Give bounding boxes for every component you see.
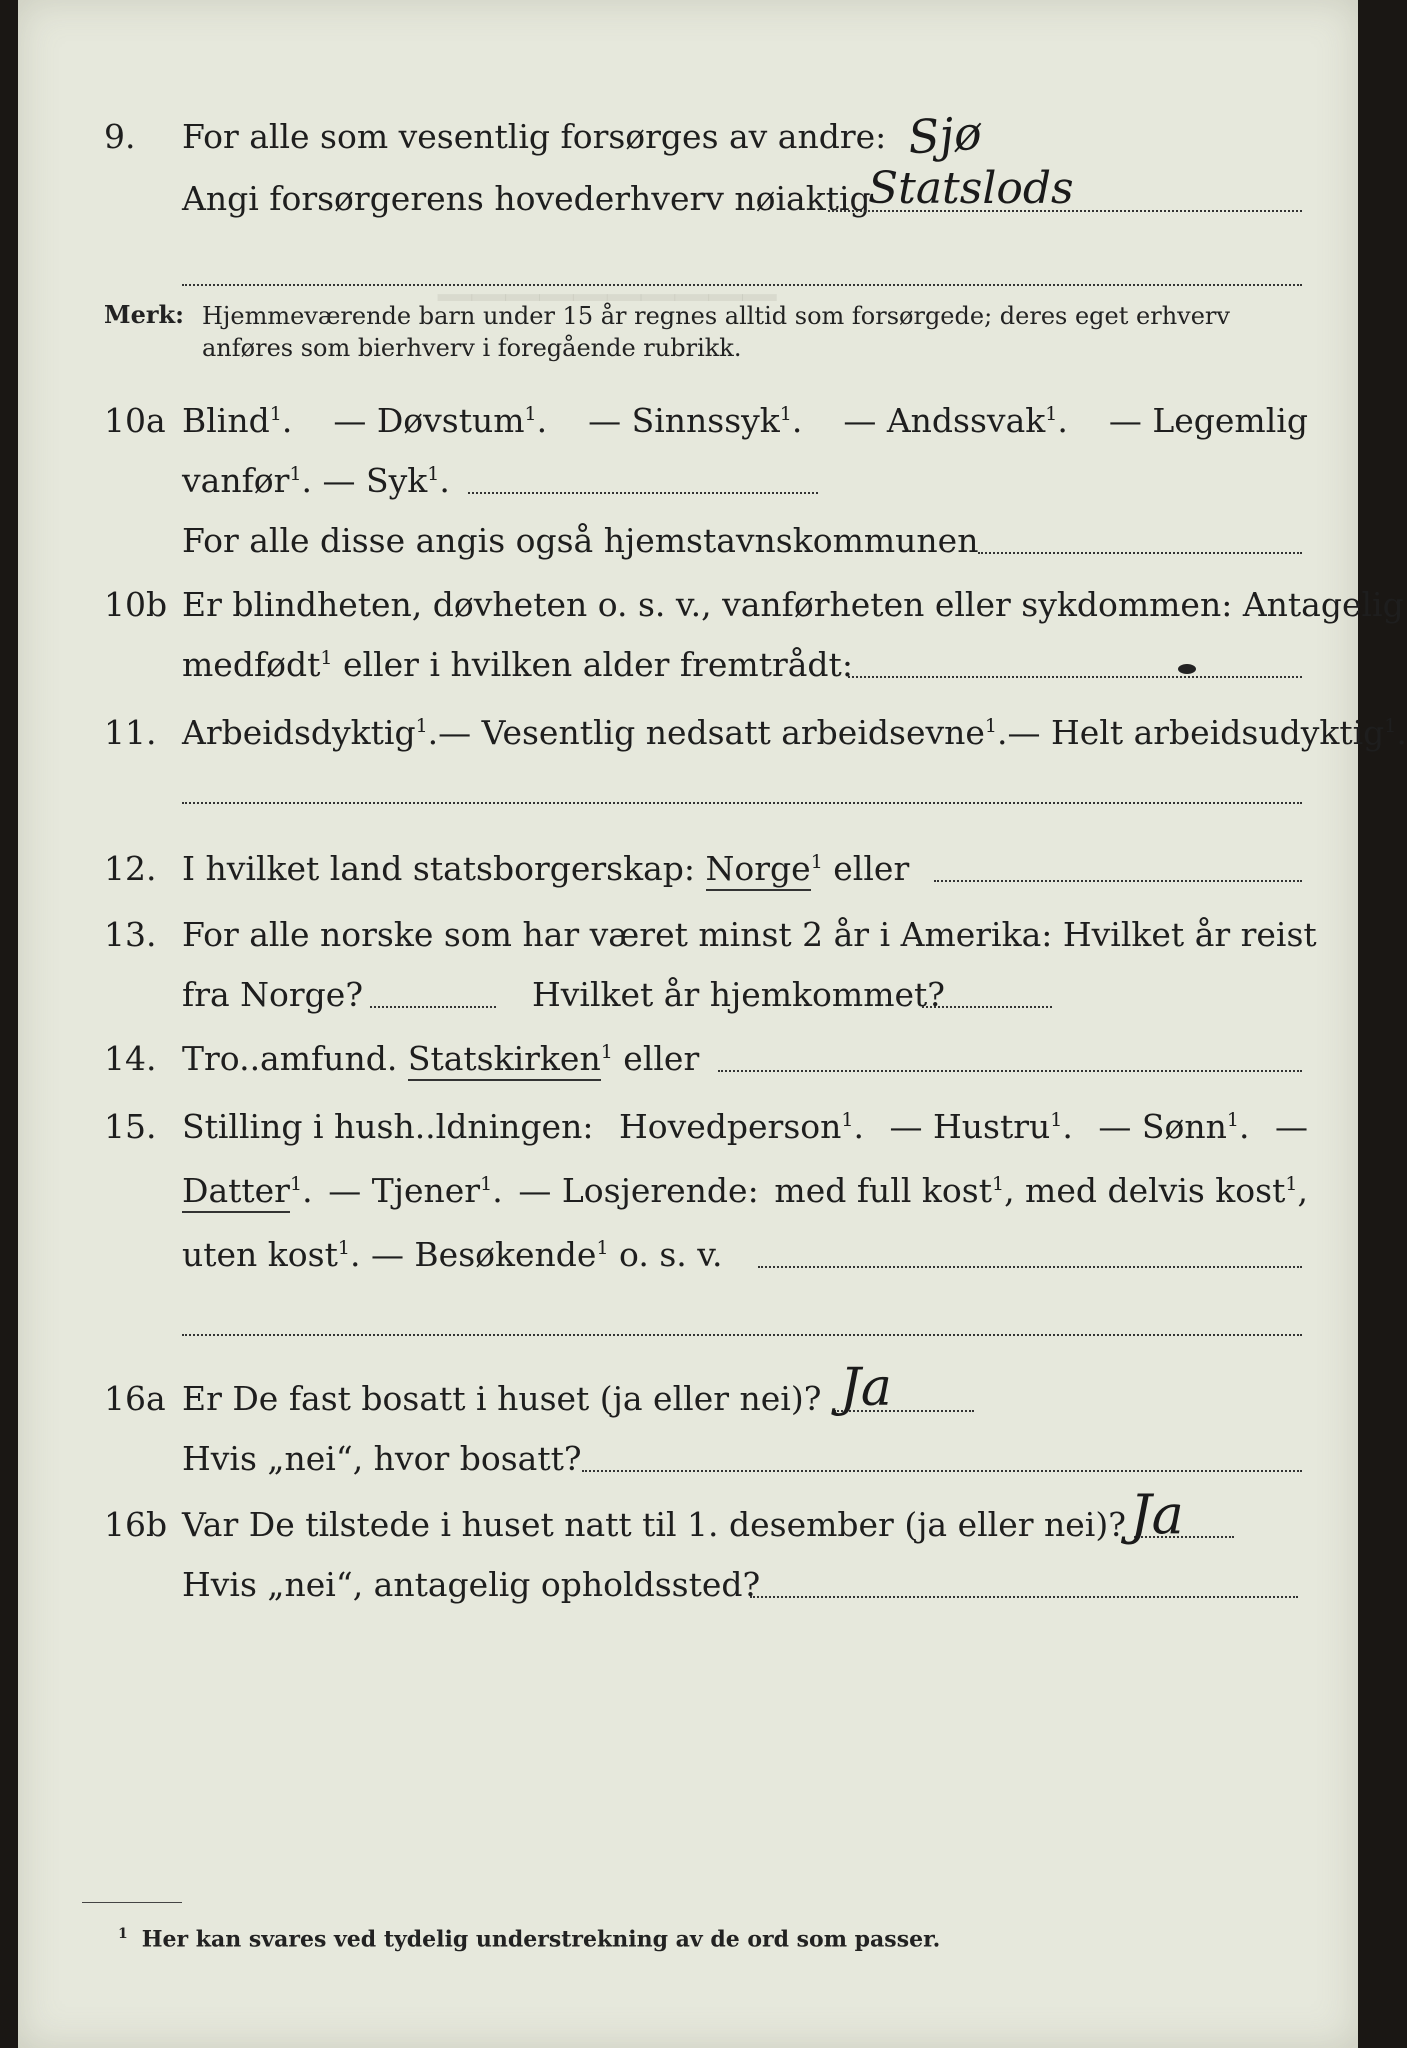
q16a-line1 — [18, 1358, 1358, 1426]
bleed-through: ▁▁▁▁▁▁▁▁▁▁ — [438, 250, 777, 301]
q10a-line3 — [18, 508, 1358, 568]
q15-answer-line — [758, 1266, 1302, 1268]
note-label: Merk: — [104, 300, 184, 329]
footnote-rule — [82, 1902, 182, 1903]
q9-handwritten-occupation: Statslods — [868, 163, 1074, 214]
q10a-number: 10a — [104, 401, 166, 440]
q16b-text-2: Hvis „nei“, antagelig opholdssted? — [182, 1565, 761, 1604]
q10a-answer-line — [468, 492, 818, 494]
q9-extra-line — [182, 284, 1302, 286]
q15-underlined-answer: Datter — [182, 1171, 290, 1213]
q9-line2 — [18, 163, 1358, 226]
q13-return-line — [922, 1006, 1052, 1008]
q10a-text-3: For alle disse angis også hjemstavnskommunen — [182, 521, 979, 560]
q13-number: 13. — [104, 915, 157, 954]
q16b-line2 — [18, 1552, 1358, 1612]
q12-number: 12. — [104, 849, 157, 888]
q14-number: 14. — [104, 1039, 157, 1078]
q16a-text: Er De fast bosatt i huset (ja eller nei)? — [182, 1379, 822, 1418]
q10a-municipality-line — [978, 552, 1302, 554]
q11-line1 — [18, 700, 1407, 760]
q16b-number: 16b — [104, 1505, 168, 1544]
q10b-line1 — [18, 572, 1404, 632]
footnote: $^1$ Her kan svares ved tydelig understrekning av de ord som passer. — [118, 1926, 941, 1953]
q14-underlined-answer: Statskirken — [408, 1039, 601, 1081]
q9-text-2: Angi forsørgerens hovederhverv nøiaktig — [182, 179, 871, 218]
q9-handwritten-answer: Sjø — [906, 105, 984, 165]
q14-text: Tro..amfund. Statskirken$^1$ eller — [182, 1039, 699, 1078]
q16a-line2 — [18, 1426, 1358, 1486]
q9-number: 9. — [104, 117, 136, 156]
q11-options: Arbeidsdyktig$^1$. — Vesentlig nedsatt arbeidsevne$^1$. — Helt arbeidsudyktig$^1$. — [182, 713, 1407, 752]
q12-line — [18, 836, 1358, 896]
q14-answer-line — [718, 1070, 1302, 1072]
q14-line — [18, 1026, 1358, 1086]
q15-line1 — [18, 1094, 1358, 1154]
q13-text-2b: Hvilket år hjemkommet? — [532, 975, 945, 1014]
q10b-line2 — [18, 632, 1358, 692]
ink-blot — [1178, 664, 1196, 674]
q12-underlined-answer: Norge — [706, 849, 811, 891]
q10a-options: Blind$^1$. — Døvstum$^1$. — Sinnssyk$^1$. — Andssvak$^1$. — Legemlig — [182, 401, 1308, 440]
q10b-text-2: medfødt$^1$ eller i hvilken alder fremtrådt: — [182, 645, 853, 684]
q16b-location-line — [750, 1596, 1298, 1598]
q16a-text-2: Hvis „nei“, hvor bosatt? — [182, 1439, 582, 1478]
q10b-text: Er blindheten, døvheten o. s. v., vanførheten eller sykdommen: Antagelig — [182, 585, 1404, 624]
q9-line1 — [18, 104, 1358, 164]
q15-options-1: Stilling i hush..ldningen: Hovedperson$^1$. — Hustru$^1$. — Sønn$^1$. — — [182, 1107, 1308, 1146]
q16b-handwritten-answer: Ja — [1130, 1483, 1184, 1546]
q13-line2 — [18, 962, 1358, 1022]
q15-line2 — [18, 1158, 1358, 1218]
q12-text: I hvilket land statsborgerskap: Norge$^1$ eller — [182, 849, 909, 888]
q13-text: For alle norske som har været minst 2 år i Amerika: Hvilket år reist — [182, 915, 1317, 954]
q12-answer-line — [934, 880, 1302, 882]
q15-text-3: uten kost$^1$. — Besøkende$^1$ o. s. v. — [182, 1235, 723, 1274]
q9-text: For alle som vesentlig forsørges av andre: — [182, 117, 887, 156]
q16b-line1 — [18, 1483, 1358, 1552]
q16a-handwritten-answer: Ja — [840, 1358, 892, 1418]
q16a-number: 16a — [104, 1379, 166, 1418]
note-text-1: Hjemmeværende barn under 15 år regnes alltid som forsørgede; deres eget erhverv — [202, 302, 1230, 330]
q13-line1 — [18, 902, 1358, 962]
q13-text-2a: fra Norge? — [182, 975, 364, 1014]
q15-options-2: Datter$^1$. — Tjener$^1$. — Losjerende: med full kost$^1$, med delvis kost$^1$, — [182, 1171, 1308, 1210]
q10a-line2 — [18, 448, 1358, 508]
q10a-line1 — [18, 388, 1358, 448]
q10a-text-2: vanfør$^1$. — Syk$^1$. — [182, 461, 450, 500]
census-form-page — [18, 0, 1407, 2048]
q10b-answer-line — [848, 676, 1302, 678]
q11-answer-line — [182, 802, 1302, 804]
note-text-2: anføres som bierhverv i foregående rubrikk. — [202, 334, 742, 362]
q13-departure-line — [370, 1006, 496, 1008]
q10b-number: 10b — [104, 585, 168, 624]
q15-line3 — [18, 1222, 1358, 1282]
q15-number: 15. — [104, 1107, 157, 1146]
q16b-text: Var De tilstede i huset natt til 1. desember (ja eller nei)? — [182, 1505, 1126, 1544]
q15-extra-line — [182, 1334, 1302, 1336]
q16a-location-line — [582, 1470, 1302, 1472]
q11-number: 11. — [104, 713, 157, 752]
